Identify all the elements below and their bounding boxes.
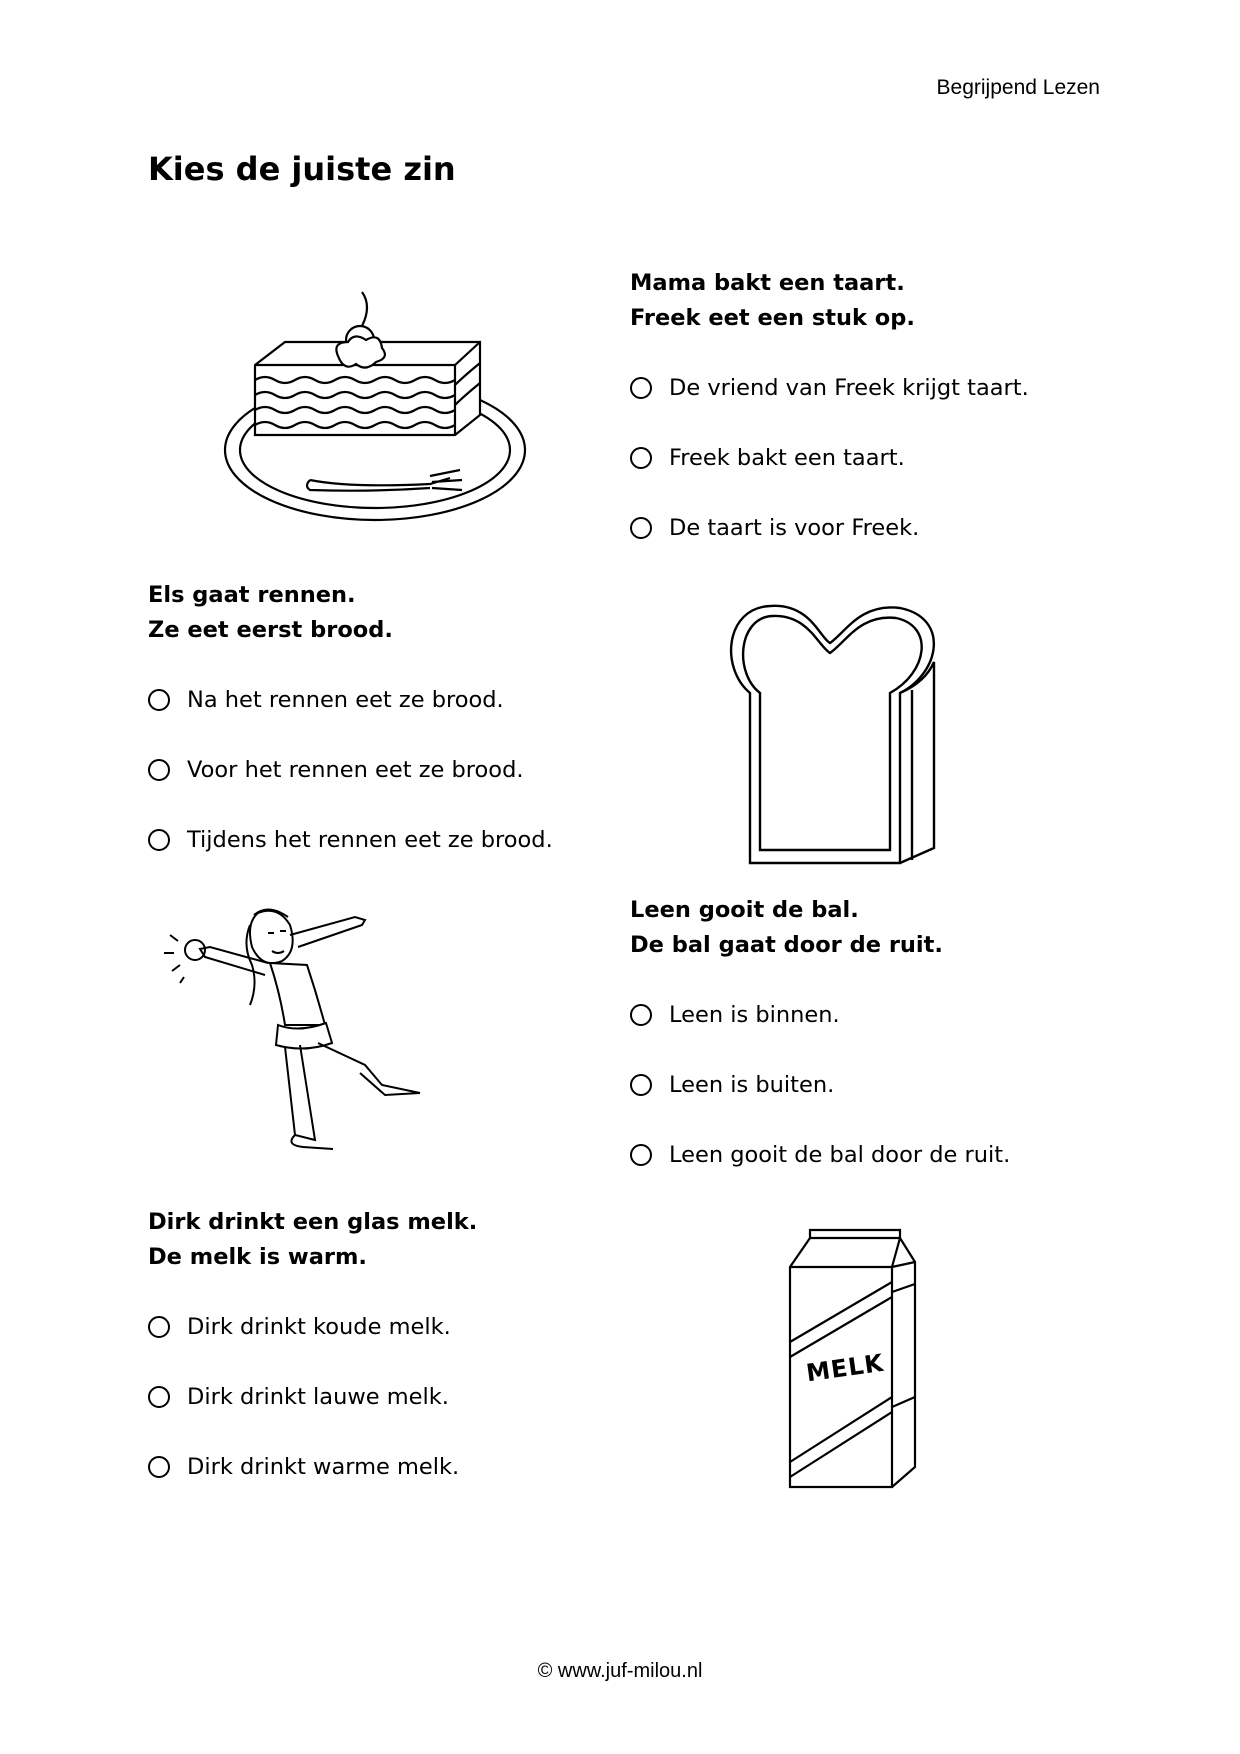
radio-button[interactable] xyxy=(148,1386,170,1408)
radio-button[interactable] xyxy=(148,689,170,711)
page-title: Kies de juiste zin xyxy=(148,150,456,188)
radio-button[interactable] xyxy=(148,829,170,851)
answer-option[interactable] xyxy=(630,440,1170,475)
exercise-statement: Leen gooit de bal. xyxy=(630,897,859,923)
radio-button[interactable] xyxy=(148,1316,170,1338)
answer-option[interactable] xyxy=(630,1137,1170,1172)
exercise-statement: Freek eet een stuk op. xyxy=(630,305,915,331)
answer-option-label: Dirk drinkt warme melk. xyxy=(187,1453,460,1480)
radio-button[interactable] xyxy=(630,1004,652,1026)
answer-option-label: Leen is binnen. xyxy=(669,1001,840,1028)
exercise-statement: Dirk drinkt een glas melk. xyxy=(148,1209,478,1235)
header-label: Begrijpend Lezen xyxy=(936,76,1100,99)
exercise-3 xyxy=(630,893,1170,1207)
answer-option-label: Leen is buiten. xyxy=(669,1071,835,1098)
answer-option[interactable] xyxy=(148,822,688,857)
exercise-statement: De melk is warm. xyxy=(148,1244,367,1270)
exercise-4 xyxy=(148,1205,688,1519)
answer-option-label: Freek bakt een taart. xyxy=(669,444,905,471)
exercise-statement: Ze eet eerst brood. xyxy=(148,617,393,643)
answer-option[interactable] xyxy=(148,682,688,717)
exercise-statement: Els gaat rennen. xyxy=(148,582,356,608)
answer-option-label: Voor het rennen eet ze brood. xyxy=(187,756,524,783)
answer-option-label: Dirk drinkt koude melk. xyxy=(187,1313,451,1340)
exercise-statement: De bal gaat door de ruit. xyxy=(630,932,943,958)
bread-illustration xyxy=(720,598,950,868)
answer-option-label: De taart is voor Freek. xyxy=(669,514,920,541)
answer-option[interactable] xyxy=(630,1067,1170,1102)
answer-option[interactable] xyxy=(148,1449,688,1484)
radio-button[interactable] xyxy=(630,1074,652,1096)
answer-option-label: Tijdens het rennen eet ze brood. xyxy=(187,826,553,853)
answer-option[interactable] xyxy=(148,1309,688,1344)
footer-copyright: © www.juf-milou.nl xyxy=(537,1660,703,1682)
exercise-statement: Mama bakt een taart. xyxy=(630,270,905,296)
answer-option[interactable] xyxy=(630,370,1170,405)
radio-button[interactable] xyxy=(630,517,652,539)
answer-option-label: Dirk drinkt lauwe melk. xyxy=(187,1383,449,1410)
radio-button[interactable] xyxy=(148,759,170,781)
answer-option-label: De vriend van Freek krijgt taart. xyxy=(669,374,1029,401)
answer-option-label: Na het rennen eet ze brood. xyxy=(187,686,504,713)
radio-button[interactable] xyxy=(148,1456,170,1478)
exercise-2 xyxy=(148,578,688,892)
answer-option[interactable] xyxy=(630,510,1170,545)
radio-button[interactable] xyxy=(630,377,652,399)
answer-option[interactable] xyxy=(148,1379,688,1414)
answer-option[interactable] xyxy=(148,752,688,787)
carton-label: MELK xyxy=(804,1348,886,1388)
answer-option[interactable] xyxy=(630,997,1170,1032)
radio-button[interactable] xyxy=(630,1144,652,1166)
answer-option-label: Leen gooit de bal door de ruit. xyxy=(669,1141,1011,1168)
radio-button[interactable] xyxy=(630,447,652,469)
milk-carton-illustration xyxy=(780,1222,930,1492)
cake-illustration xyxy=(210,290,540,540)
exercise-1 xyxy=(630,266,1170,580)
girl-throwing-ball-illustration xyxy=(150,895,450,1195)
